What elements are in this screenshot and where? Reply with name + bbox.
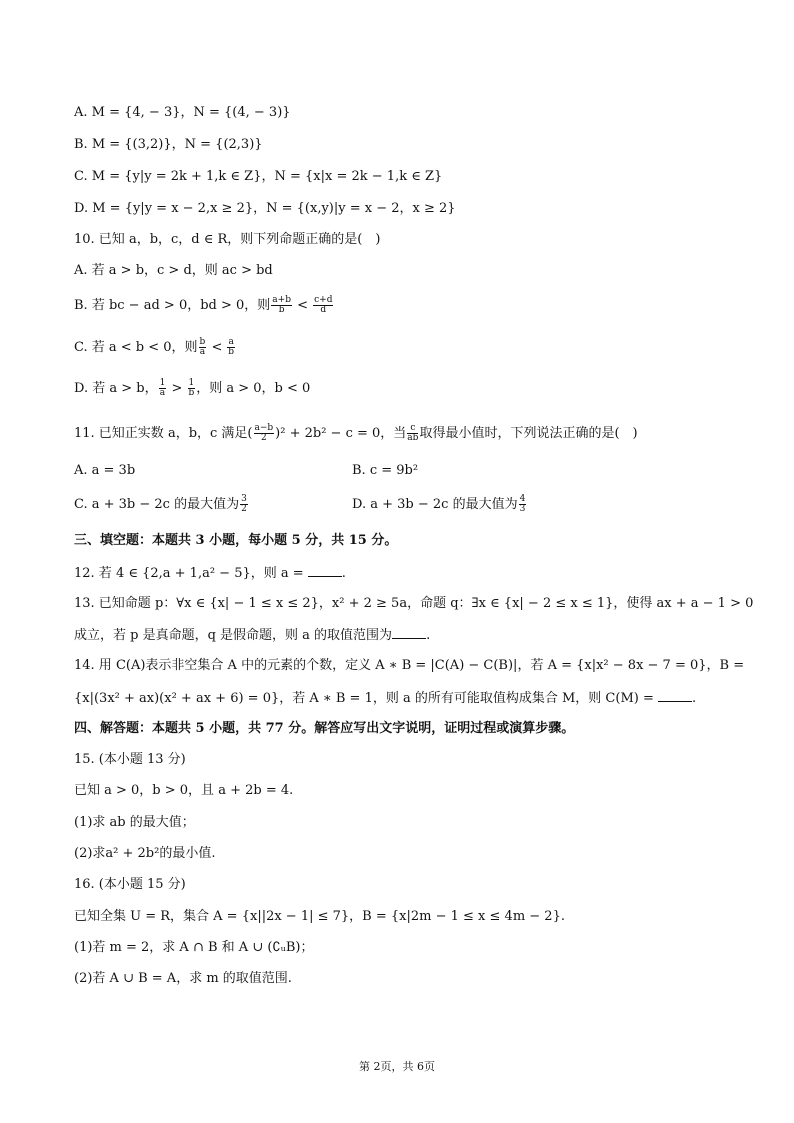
fraction: $\frac{c+d}{d}$ bbox=[314, 295, 333, 315]
q11-option-d: D. a + 3b − 2c 的最大值为 $\frac{4}{3}$ bbox=[352, 494, 526, 514]
q15-header: 15. (本小题 13 分) bbox=[74, 752, 186, 767]
q11-option-c: C. a + 3b − 2c 的最大值为 $\frac{3}{2}$ bbox=[74, 494, 247, 514]
answer-blank bbox=[658, 689, 692, 702]
answer-blank bbox=[392, 626, 426, 639]
q15-stem: 已知 a > 0，b > 0，且 a + 2b = 4. bbox=[74, 783, 294, 798]
q16-stem: 已知全集 U = R，集合 A = {x||2x − 1| ≤ 7}，B = {x|2m − 1 ≤ x ≤ 4m − 2}. bbox=[74, 909, 565, 924]
fraction: $\frac{1}{a}$ bbox=[159, 378, 166, 398]
page-footer: 第 2页，共 6页 bbox=[359, 1060, 435, 1073]
q11-option-a: A. a = 3b bbox=[74, 463, 136, 478]
q14-stem-line2: {x|(3x² + ax)(x² + ax + 6) = 0}，若 A ∗ B = 1，则 a 的所有可能取值构成集合 M，则 C(M) = . bbox=[74, 691, 697, 706]
q12-stem: 12. 若 4 ∈ {2,a + 1,a² − 5}，则 a = . bbox=[74, 566, 346, 581]
q14-stem-line1: 14. 用 C(A)表示非空集合 A 中的元素的个数，定义 A ∗ B = |C(A) − C(B)|，若 A = {x|x² − 8x − 7 = 0}，B = bbox=[74, 658, 745, 673]
fraction: $\frac{c}{ab}$ bbox=[407, 423, 419, 443]
q9-option-d: D. M = {y|y = x − 2,x ≥ 2}，N = {(x,y)|y = x − 2，x ≥ 2} bbox=[74, 201, 456, 216]
q10-option-a: A. 若 a > b，c > d，则 ac > bd bbox=[74, 263, 273, 278]
q10-stem: 10. 已知 a，b，c，d ∈ R，则下列命题正确的是( ) bbox=[74, 232, 381, 247]
fraction: $\frac{1}{b}$ bbox=[188, 378, 195, 398]
fraction: $\frac{3}{2}$ bbox=[241, 494, 247, 514]
q15-part2: (2)求a² + 2b²的最小值. bbox=[74, 846, 216, 861]
q13-stem-line1: 13. 已知命题 p：∀x ∈ {x| − 1 ≤ x ≤ 2}，x² + 2 ≥ 5a，命题 q：∃x ∈ {x| − 2 ≤ x ≤ 1}，使得 ax + a − 1 > 0 bbox=[74, 596, 754, 611]
q13-stem-line2: 成立，若 p 是真命题，q 是假命题，则 a 的取值范围为 . bbox=[74, 628, 431, 643]
q16-part1: (1)若 m = 2，求 A ∩ B 和 A ∪ (∁ᵤB)； bbox=[74, 940, 314, 955]
q10-option-c: C. 若 a < b < 0，则 $\frac{b}{a}$ < $\frac{a}{b}$ bbox=[74, 337, 235, 357]
section-heading-solutions: 四、解答题：本题共 5 小题，共 77 分。解答应写出文字说明，证明过程或演算步骤。 bbox=[74, 721, 575, 736]
q9-option-c: C. M = {y|y = 2k + 1,k ∈ Z}，N = {x|x = 2k − 1,k ∈ Z} bbox=[74, 169, 443, 184]
q10-option-d: D. 若 a > b， $\frac{1}{a}$ > $\frac{1}{b}$ ，则 a > 0，b < 0 bbox=[74, 378, 311, 398]
q10-option-b: B. 若 bc − ad > 0，bd > 0，则 $\frac{a+b}{b}$ < $\frac{c+d}{d}$ bbox=[74, 295, 333, 315]
section-heading-fill-in: 三、填空题：本题共 3 小题，每小题 5 分，共 15 分。 bbox=[74, 533, 398, 548]
fraction: $\frac{a+b}{b}$ bbox=[272, 295, 291, 315]
q16-part2: (2)若 A ∪ B = A，求 m 的取值范围. bbox=[74, 971, 292, 986]
fraction: $\frac{b}{a}$ bbox=[199, 337, 206, 357]
q9-option-b: B. M = {(3,2)}，N = {(2,3)} bbox=[74, 137, 263, 152]
answer-blank bbox=[308, 564, 342, 577]
fraction: $\frac{a}{b}$ bbox=[228, 337, 235, 357]
q11-option-b: B. c = 9b² bbox=[352, 463, 419, 478]
q16-header: 16. (本小题 15 分) bbox=[74, 877, 186, 892]
q9-option-a: A. M = {4, − 3}，N = {(4, − 3)} bbox=[74, 105, 291, 120]
q11-stem: 11. 已知正实数 a，b，c 满足( $\frac{a-b}{2}$ )² + 2b² − c = 0，当 $\frac{c}{ab}$ 取得最小值时，下列说法正确的是( ) bbox=[74, 423, 638, 443]
fraction: $\frac{a-b}{2}$ bbox=[254, 423, 274, 443]
q15-part1: (1)求 ab 的最大值； bbox=[74, 815, 195, 830]
fraction: $\frac{4}{3}$ bbox=[519, 494, 526, 514]
